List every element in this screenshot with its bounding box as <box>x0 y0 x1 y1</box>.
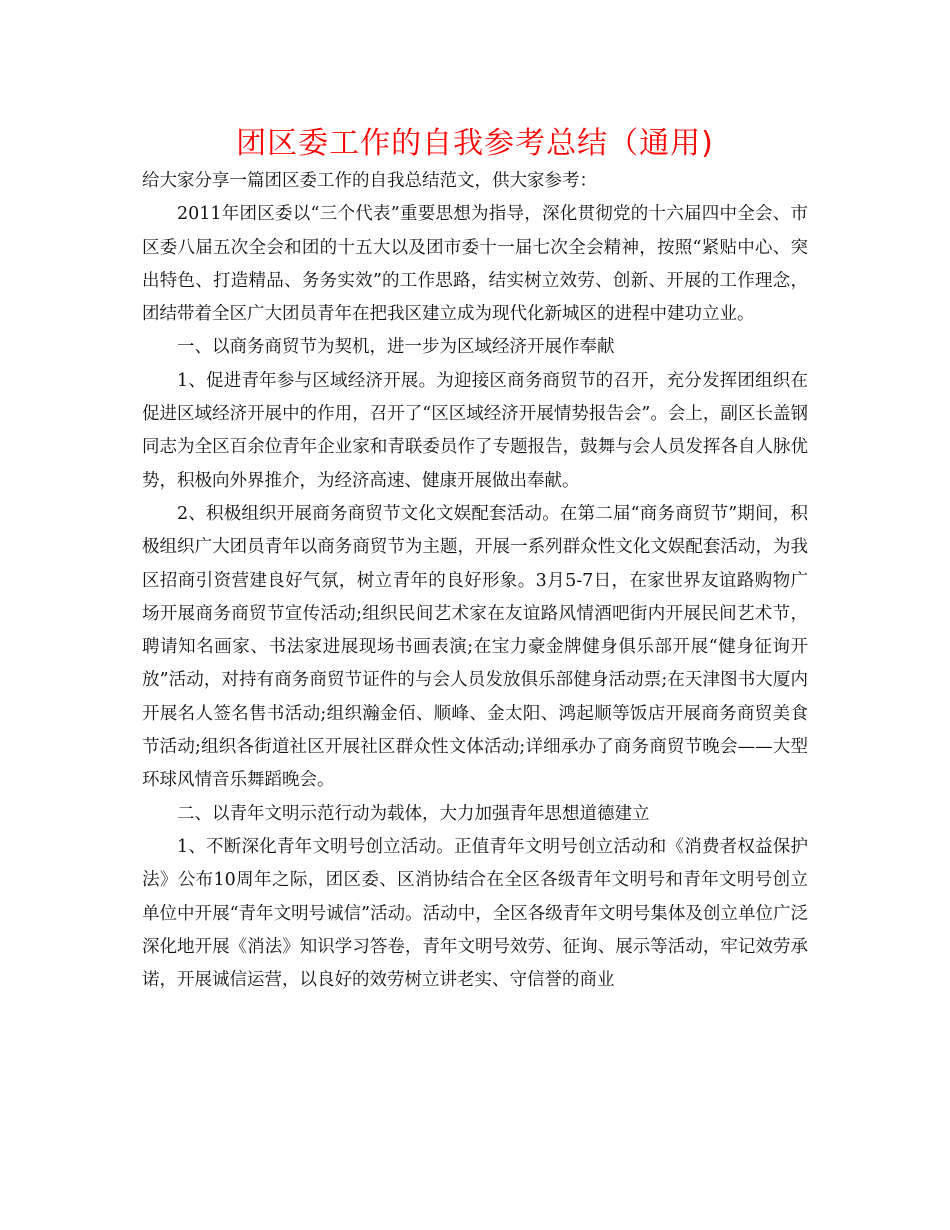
document-body <box>142 165 808 997</box>
paragraph: 2011年团区委以“三个代表”重要思想为指导，深化贯彻党的十六届四中全会、市区委八届五次全会和团的十五大以及团市委十一届七次全会精神，按照“紧贴中心、突出特色、打造精品、务务实效”的工作思路，结实树立效劳、创新、开展的工作理念，团结带着全区广大团员青年在把我区建立成为现代化新城区的进程中建功立业。 <box>142 204 808 325</box>
paragraph: 1、不断深化青年文明号创立活动。正值青年文明号创立活动和《消费者权益保护法》公布10周年之际，团区委、区消协结合在全区各级青年文明号和青年文明号创立单位中开展“青年文明号诚信”活动。活动中，全区各级青年文明号集体及创立单位广泛深化地开展《消法》知识学习答卷，青年文明号效劳、征询、展示等活动，牢记效劳承诺，开展诚信运营，以良好的效劳树立讲老实、守信誉的商业 <box>142 836 808 991</box>
paragraph: 1、促进青年参与区域经济开展。为迎接区商务商贸节的召开，充分发挥团组织在促进区域经济开展中的作用，召开了“区区域经济开展情势报告会”。会上，副区长盖钢同志为全区百余位青年企业家和青联委员作了专题报告，鼓舞与会人员发挥各自人脉优势，积极向外界推介，为经济高速、健康开展做出奉献。 <box>142 370 808 491</box>
paragraph: 2、积极组织开展商务商贸节文化文娱配套活动。在第二届“商务商贸节”期间，积极组织广大团员青年以商务商贸节为主题，开展一系列群众性文化文娱配套活动，为我区招商引资营建良好气氛，树立青年的良好形象。3月5-7日，在家世界友谊路购物广场开展商务商贸节宣传活动;组织民间艺术家在友谊路风情酒吧街内开展民间艺术节，聘请知名画家、书法家进展现场书画表演;在宝力豪金牌健身俱乐部开展“健身征询开放”活动，对持有商务商贸节证件的与会人员发放俱乐部健身活动票;在天津图书大厦内开展名人签名售书活动;组织瀚金佰、顺峰、金太阳、鸿起顺等饭店开展商务商贸美食节活动;组织各街道社区开展社区群众性文体活动;详细承办了商务商贸节晚会——大型环球风情音乐舞蹈晚会。 <box>142 503 808 791</box>
paragraph-intro: 给大家分享一篇团区委工作的自我总结范文，供大家参考： <box>142 171 597 191</box>
section-heading: 一、以商务商贸节为契机，进一步为区域经济开展作奉献 <box>177 337 615 358</box>
section-heading: 二、以青年文明示范行动为载体，大力加强青年思想道德建立 <box>177 803 650 824</box>
document-title: 团区委工作的自我参考总结（通用) <box>236 126 714 161</box>
